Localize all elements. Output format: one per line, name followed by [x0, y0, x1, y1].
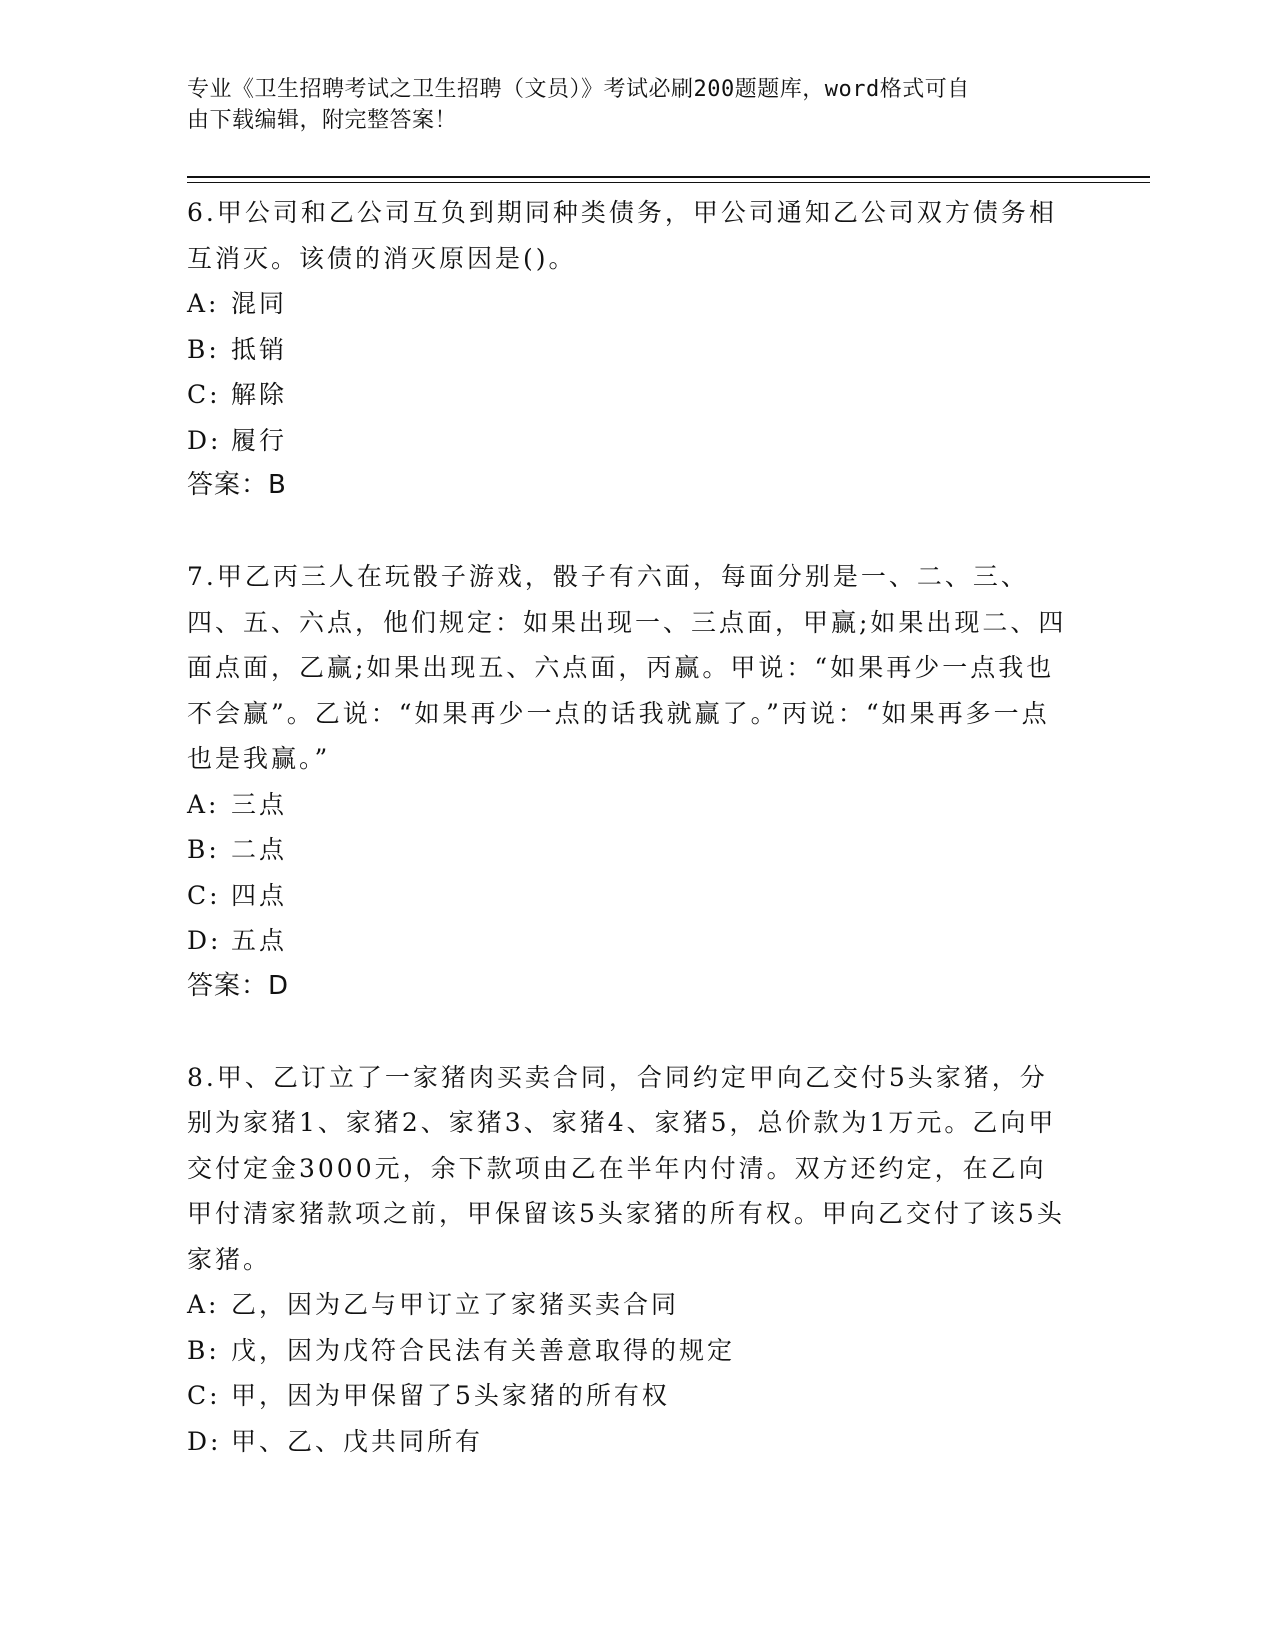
option-letter: B:: [187, 334, 220, 364]
option-letter: A:: [187, 289, 220, 318]
option-text: 抵销: [231, 334, 288, 364]
option-text: 乙，因为乙与甲订立了家猪买卖合同: [231, 1290, 680, 1319]
header-divider-thin: [187, 182, 1150, 183]
option-b: [187, 827, 1087, 873]
question-6: [187, 190, 1087, 508]
option-letter: D:: [187, 1426, 222, 1456]
question-list: [187, 190, 1087, 1464]
option-text: 混同: [231, 289, 288, 318]
option-letter: A:: [187, 1290, 220, 1319]
header-line-2: 由下载编辑，附完整答案！: [187, 108, 458, 133]
question-spacer: [187, 508, 1087, 554]
option-c: [187, 873, 1087, 919]
option-a: [187, 281, 1087, 327]
answer-line: 答案：D: [187, 970, 290, 1001]
question-spacer: [187, 1009, 1087, 1055]
question-8: [187, 1055, 1087, 1465]
question-stem: 7.甲乙丙三人在玩骰子游戏，骰子有六面，每面分别是一、二、三、四、五、六点，他们规定：如果出现一、三点面，甲赢;如果出现二、四面点面，乙赢;如果出现五、六点面，丙赢。甲说：“如果再少一点我也不会赢”。乙说：“如果再少一点的话我就赢了。”丙说：“如果再多一点也是我赢。”: [187, 562, 1067, 773]
option-letter: A:: [187, 789, 220, 819]
option-a: [187, 1282, 1087, 1328]
document-header: [187, 74, 1067, 136]
header-line-1: 专业《卫生招聘考试之卫生招聘（文员）》考试必刷200题题库，word格式可自: [187, 77, 970, 102]
question-7: [187, 554, 1087, 1009]
option-letter: C:: [187, 1381, 221, 1410]
option-text: 甲、乙、戊共同所有: [231, 1426, 484, 1456]
option-letter: B:: [187, 835, 220, 864]
option-a: [187, 782, 1087, 828]
answer-line: 答案：B: [187, 470, 287, 500]
option-c: [187, 372, 1087, 418]
option-text: 三点: [231, 789, 288, 819]
question-stem: 8.甲、乙订立了一家猪肉买卖合同，合同约定甲向乙交付5头家猪，分别为家猪1、家猪2、家猪3、家猪4、家猪5，总价款为1万元。乙向甲交付定金3000元，余下款项由乙在半年内付清。双方还约定，在乙向甲付清家猪款项之前，甲保留该5头家猪的所有权。甲向乙交付了该5头家猪。: [187, 1062, 1065, 1274]
option-d: [187, 1419, 1087, 1465]
option-letter: C:: [187, 380, 221, 409]
option-text: 五点: [231, 926, 288, 955]
option-text: 甲，因为甲保留了5头家猪的所有权: [231, 1381, 670, 1410]
option-letter: C:: [187, 880, 221, 910]
option-letter: D:: [187, 926, 222, 955]
option-text: 四点: [231, 880, 288, 910]
option-letter: B:: [187, 1335, 220, 1365]
option-letter: D:: [187, 425, 222, 455]
question-stem: 6.甲公司和乙公司互负到期同种类债务，甲公司通知乙公司双方债务相互消灭。该债的消灭原因是()。: [187, 198, 1057, 273]
option-d: [187, 418, 1087, 464]
option-text: 解除: [231, 380, 288, 409]
option-c: [187, 1373, 1087, 1419]
option-b: [187, 327, 1087, 373]
option-text: 二点: [231, 835, 288, 864]
option-d: [187, 918, 1087, 964]
option-text: 戊，因为戊符合民法有关善意取得的规定: [231, 1335, 736, 1365]
option-text: 履行: [231, 425, 288, 455]
option-b: [187, 1328, 1087, 1374]
header-divider-thick: [187, 176, 1150, 178]
